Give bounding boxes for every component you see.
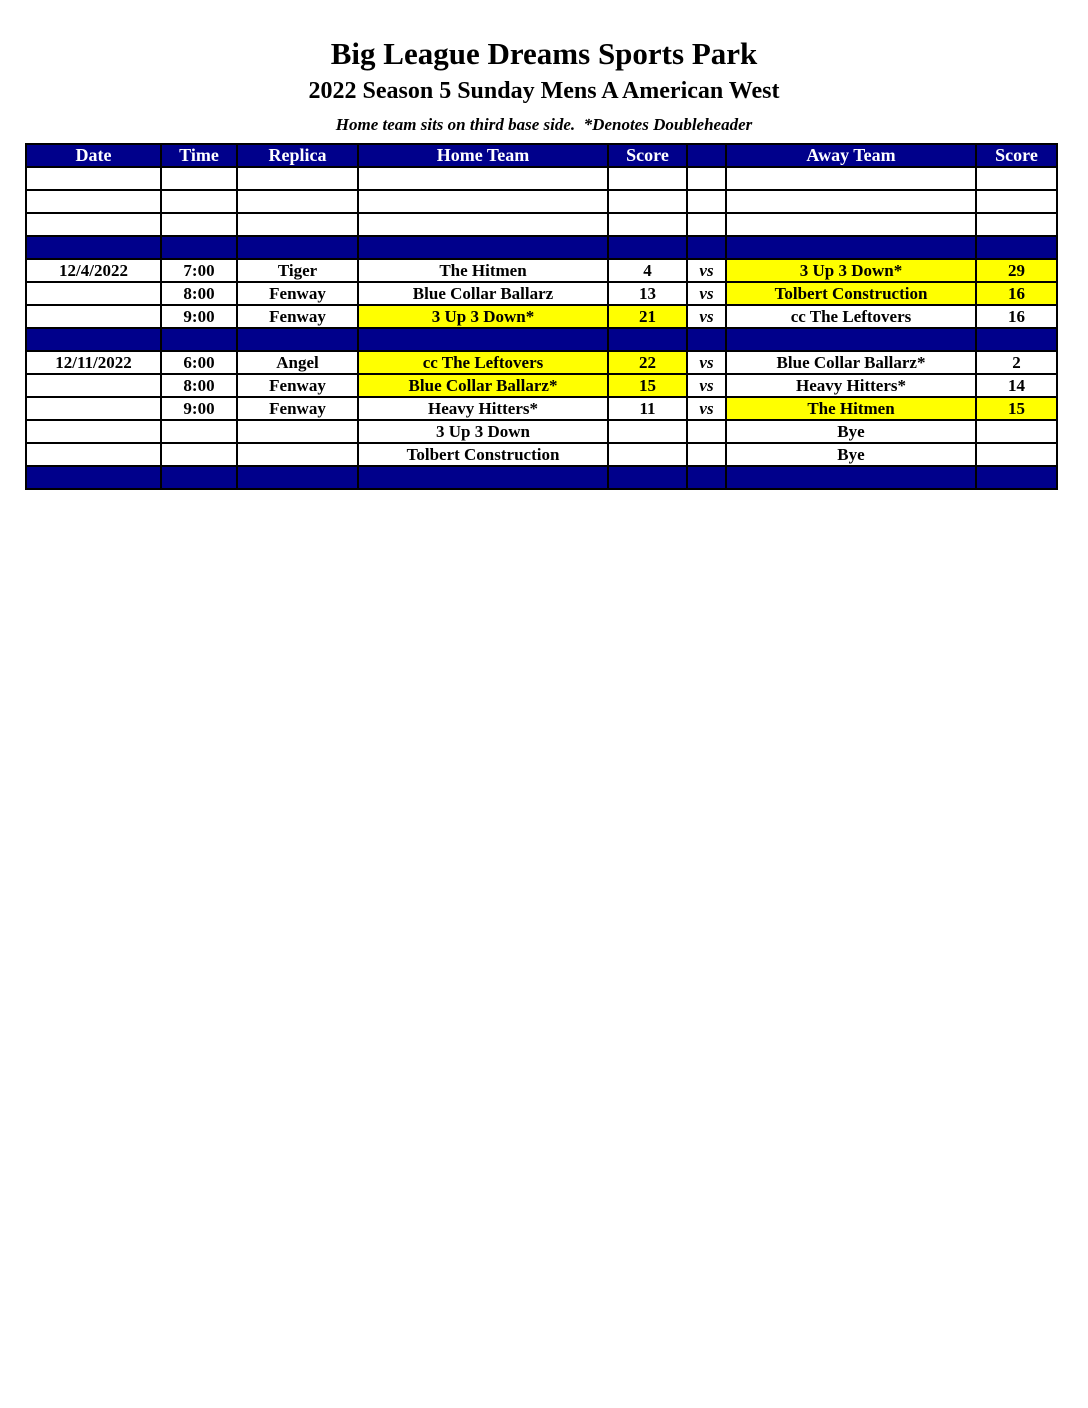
cell-vs: vs	[687, 374, 726, 397]
blank-cell	[358, 190, 608, 213]
cell-home-team: Blue Collar Ballarz*	[358, 374, 608, 397]
cell-replica	[237, 443, 358, 466]
cell-away-score: 15	[976, 397, 1057, 420]
cell-away-score	[976, 443, 1057, 466]
separator-cell	[26, 328, 161, 351]
cell-home-team: 3 Up 3 Down	[358, 420, 608, 443]
cell-time: 9:00	[161, 305, 237, 328]
separator-row	[26, 466, 1057, 489]
schedule-note: Home team sits on third base side. *Denotes Doubleheader	[335, 115, 753, 134]
cell-home-team: cc The Leftovers	[358, 351, 608, 374]
cell-time: 8:00	[161, 282, 237, 305]
cell-date: 12/4/2022	[26, 259, 161, 282]
separator-cell	[726, 466, 976, 489]
separator-cell	[687, 328, 726, 351]
blank-cell	[237, 167, 358, 190]
separator-cell	[161, 328, 237, 351]
page-subtitle: 2022 Season 5 Sunday Mens A American West	[308, 78, 780, 104]
blank-cell	[358, 213, 608, 236]
cell-away-team: 3 Up 3 Down*	[726, 259, 976, 282]
cell-away-team: cc The Leftovers	[726, 305, 976, 328]
cell-away-team: Blue Collar Ballarz*	[726, 351, 976, 374]
cell-away-score: 16	[976, 282, 1057, 305]
separator-cell	[358, 236, 608, 259]
cell-home-score: 21	[608, 305, 687, 328]
cell-vs: vs	[687, 351, 726, 374]
game-row	[26, 259, 1057, 282]
separator-cell	[237, 328, 358, 351]
cell-date	[26, 282, 161, 305]
cell-home-team: Heavy Hitters*	[358, 397, 608, 420]
header-row	[26, 144, 1057, 167]
blank-cell	[237, 213, 358, 236]
header-vs	[687, 144, 726, 167]
separator-cell	[976, 466, 1057, 489]
cell-away-score: 2	[976, 351, 1057, 374]
schedule-table	[25, 143, 1058, 490]
cell-time: 7:00	[161, 259, 237, 282]
cell-date	[26, 305, 161, 328]
cell-away-score: 16	[976, 305, 1057, 328]
blank-cell	[608, 213, 687, 236]
blank-cell	[161, 190, 237, 213]
blank-cell	[161, 167, 237, 190]
separator-cell	[687, 466, 726, 489]
blank-cell	[608, 167, 687, 190]
cell-home-score: 4	[608, 259, 687, 282]
cell-replica: Tiger	[237, 259, 358, 282]
game-row	[26, 443, 1057, 466]
cell-vs: vs	[687, 305, 726, 328]
blank-row	[26, 190, 1057, 213]
cell-home-score: 11	[608, 397, 687, 420]
separator-cell	[608, 236, 687, 259]
cell-vs: vs	[687, 397, 726, 420]
blank-cell	[26, 167, 161, 190]
cell-home-score: 13	[608, 282, 687, 305]
cell-date	[26, 374, 161, 397]
blank-cell	[237, 190, 358, 213]
cell-home-team: 3 Up 3 Down*	[358, 305, 608, 328]
cell-vs: vs	[687, 259, 726, 282]
blank-row	[26, 167, 1057, 190]
separator-cell	[976, 328, 1057, 351]
cell-away-team: Heavy Hitters*	[726, 374, 976, 397]
separator-cell	[608, 328, 687, 351]
blank-cell	[687, 213, 726, 236]
header-home-team: Home Team	[358, 144, 608, 167]
cell-date	[26, 420, 161, 443]
header-replica: Replica	[237, 144, 358, 167]
cell-away-team: The Hitmen	[726, 397, 976, 420]
game-row	[26, 282, 1057, 305]
blank-cell	[726, 190, 976, 213]
cell-replica: Angel	[237, 351, 358, 374]
game-row	[26, 420, 1057, 443]
cell-away-team: Bye	[726, 443, 976, 466]
game-row	[26, 305, 1057, 328]
header-date: Date	[26, 144, 161, 167]
separator-cell	[976, 236, 1057, 259]
separator-cell	[26, 236, 161, 259]
cell-home-team: The Hitmen	[358, 259, 608, 282]
cell-time: 8:00	[161, 374, 237, 397]
game-row	[26, 374, 1057, 397]
cell-replica: Fenway	[237, 374, 358, 397]
blank-cell	[976, 213, 1057, 236]
cell-home-score	[608, 443, 687, 466]
blank-cell	[687, 190, 726, 213]
separator-cell	[608, 466, 687, 489]
blank-cell	[26, 213, 161, 236]
cell-date	[26, 397, 161, 420]
cell-date	[26, 443, 161, 466]
separator-cell	[161, 466, 237, 489]
cell-home-team: Blue Collar Ballarz	[358, 282, 608, 305]
separator-cell	[687, 236, 726, 259]
separator-cell	[726, 328, 976, 351]
blank-cell	[26, 190, 161, 213]
header-away-score: Score	[976, 144, 1057, 167]
blank-cell	[726, 167, 976, 190]
game-row	[26, 397, 1057, 420]
separator-cell	[358, 328, 608, 351]
separator-cell	[26, 466, 161, 489]
separator-cell	[358, 466, 608, 489]
cell-time: 6:00	[161, 351, 237, 374]
cell-away-team: Bye	[726, 420, 976, 443]
header-away-team: Away Team	[726, 144, 976, 167]
game-row	[26, 351, 1057, 374]
separator-row	[26, 236, 1057, 259]
schedule-body	[26, 167, 1057, 489]
cell-vs	[687, 420, 726, 443]
separator-cell	[237, 466, 358, 489]
cell-time	[161, 420, 237, 443]
cell-home-team: Tolbert Construction	[358, 443, 608, 466]
separator-cell	[161, 236, 237, 259]
blank-cell	[976, 190, 1057, 213]
blank-row	[26, 213, 1057, 236]
blank-cell	[161, 213, 237, 236]
cell-vs	[687, 443, 726, 466]
cell-replica: Fenway	[237, 305, 358, 328]
cell-vs: vs	[687, 282, 726, 305]
cell-replica	[237, 420, 358, 443]
cell-replica: Fenway	[237, 282, 358, 305]
separator-cell	[726, 236, 976, 259]
cell-away-score: 29	[976, 259, 1057, 282]
blank-cell	[726, 213, 976, 236]
blank-cell	[608, 190, 687, 213]
cell-date: 12/11/2022	[26, 351, 161, 374]
cell-time	[161, 443, 237, 466]
blank-cell	[687, 167, 726, 190]
blank-cell	[976, 167, 1057, 190]
cell-home-score: 22	[608, 351, 687, 374]
cell-away-score	[976, 420, 1057, 443]
separator-cell	[237, 236, 358, 259]
header-home-score: Score	[608, 144, 687, 167]
page-title: Big League Dreams Sports Park	[330, 36, 758, 71]
blank-cell	[358, 167, 608, 190]
cell-home-score: 15	[608, 374, 687, 397]
cell-away-team: Tolbert Construction	[726, 282, 976, 305]
header-time: Time	[161, 144, 237, 167]
cell-replica: Fenway	[237, 397, 358, 420]
cell-away-score: 14	[976, 374, 1057, 397]
cell-time: 9:00	[161, 397, 237, 420]
cell-home-score	[608, 420, 687, 443]
separator-row	[26, 328, 1057, 351]
